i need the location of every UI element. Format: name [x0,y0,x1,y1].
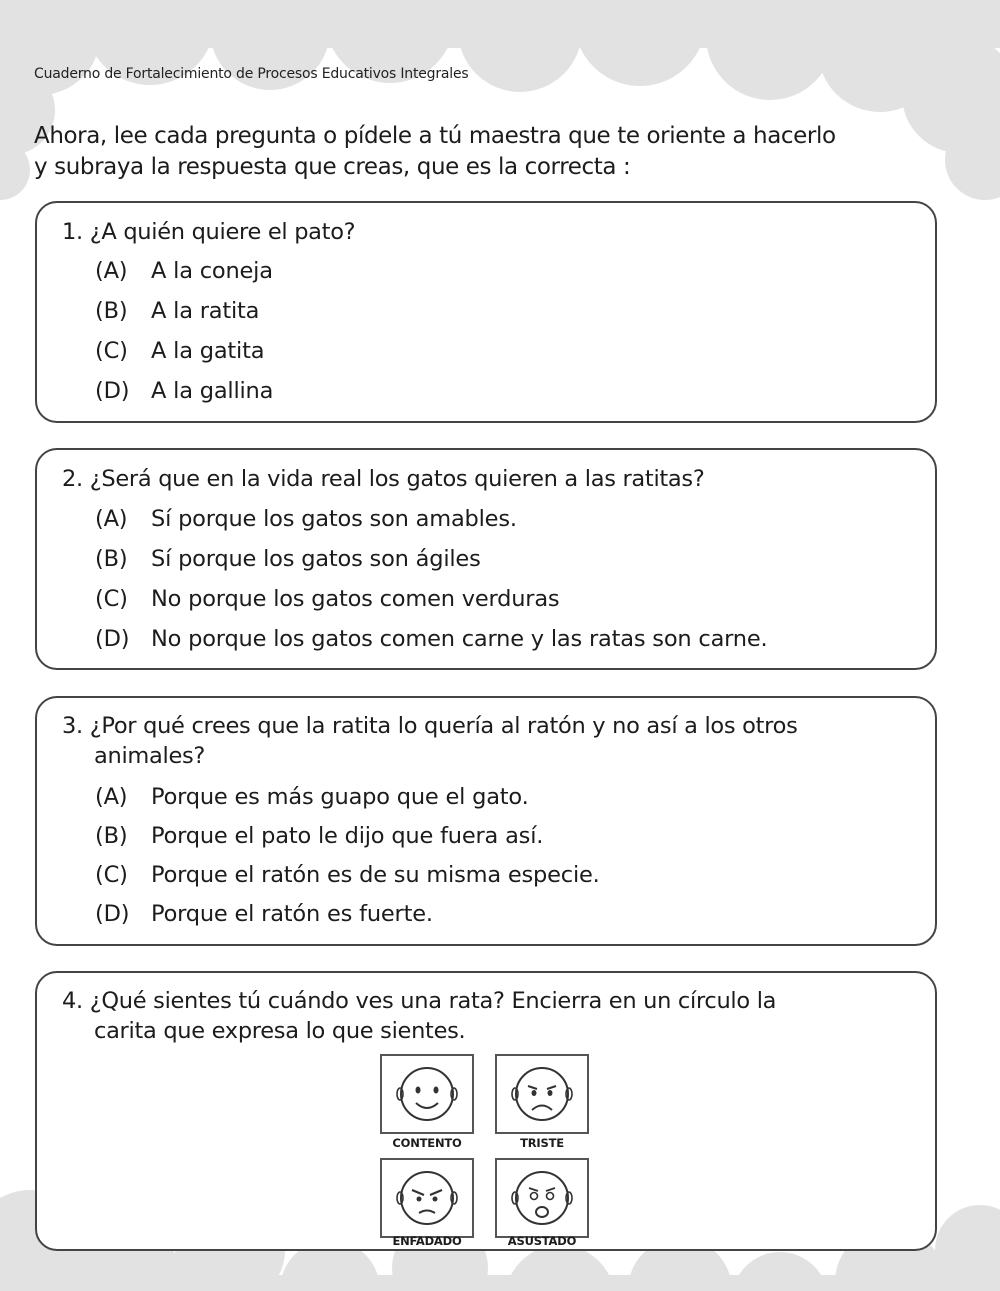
question-prompt: ¿Qué sientes tú cuándo ves una rata? Encierra en un círculo la [89,988,777,1014]
instructions [34,121,964,183]
option-text: Sí porque los gatos son amables. [151,506,517,532]
option-a[interactable] [95,504,517,534]
question-prompt-continued: animales? [94,743,206,769]
question-2-box [35,448,937,670]
option-letter: (A) [95,784,128,810]
option-letter: (A) [95,258,128,284]
question-4-text [62,986,776,1046]
option-c[interactable] [95,584,559,614]
option-d[interactable] [95,899,433,929]
question-4-box [35,971,937,1251]
question-prompt: ¿Será que en la vida real los gatos quieren a las ratitas? [89,466,705,492]
option-letter: (A) [95,506,128,532]
sad-face-icon [497,1056,587,1132]
option-text: No porque los gatos comen carne y las ratas son carne. [151,626,768,652]
option-d[interactable] [95,376,273,406]
option-text: Sí porque los gatos son ágiles [151,546,481,572]
option-text: Porque es más guapo que el gato. [151,784,529,810]
question-prompt-continued: carita que expresa lo que sientes. [94,1018,466,1044]
question-number: 1. [62,219,83,245]
instructions-line-2: y subraya la respuesta que creas, que es la correcta : [34,154,631,180]
face-card-triste[interactable] [495,1054,589,1134]
option-text: A la coneja [151,258,273,284]
option-text: A la gallina [151,378,274,404]
option-a[interactable] [95,256,273,286]
option-b[interactable] [95,821,543,851]
face-label-asustado: ASUSTADO [507,1234,577,1248]
question-3-box [35,696,937,946]
option-letter: (D) [95,378,130,404]
question-1-box [35,201,937,423]
option-text: Porque el ratón es fuerte. [151,901,433,927]
option-letter: (B) [95,823,128,849]
option-text: Porque el ratón es de su misma especie. [151,862,600,888]
option-b[interactable] [95,544,481,574]
option-letter: (D) [95,626,130,652]
option-text: A la ratita [151,298,260,324]
question-3-text [62,711,798,771]
option-d[interactable] [95,624,767,654]
option-letter: (C) [95,586,128,612]
face-card-contento[interactable] [380,1054,474,1134]
face-label-contento: CONTENTO [392,1136,462,1150]
option-c[interactable] [95,860,600,890]
option-text: A la gatita [151,338,265,364]
question-number: 4. [62,988,83,1014]
question-number: 2. [62,466,83,492]
happy-face-icon [382,1056,472,1132]
scared-face-icon [497,1160,587,1236]
option-b[interactable] [95,296,259,326]
option-text: No porque los gatos comen verduras [151,586,560,612]
face-label-enfadado: ENFADADO [392,1234,462,1248]
face-card-asustado[interactable] [495,1158,589,1238]
option-letter: (C) [95,338,128,364]
face-label-triste: TRISTE [520,1136,564,1150]
instructions-line-1: Ahora, lee cada pregunta o pídele a tú maestra que te oriente a hacerlo [34,123,836,149]
question-number: 3. [62,713,83,739]
option-c[interactable] [95,336,264,366]
angry-face-icon [382,1160,472,1236]
option-letter: (B) [95,546,128,572]
option-a[interactable] [95,782,529,812]
face-card-enfadado[interactable] [380,1158,474,1238]
question-1-text [62,217,355,247]
option-letter: (C) [95,862,128,888]
option-text: Porque el pato le dijo que fuera así. [151,823,544,849]
option-letter: (D) [95,901,130,927]
option-letter: (B) [95,298,128,324]
question-prompt: ¿A quién quiere el pato? [89,219,356,245]
question-2-text [62,464,704,494]
header-title: Cuaderno de Fortalecimiento de Procesos Educativos Integrales [34,66,469,82]
question-prompt: ¿Por qué crees que la ratita lo quería al ratón y no así a los otros [89,713,798,739]
